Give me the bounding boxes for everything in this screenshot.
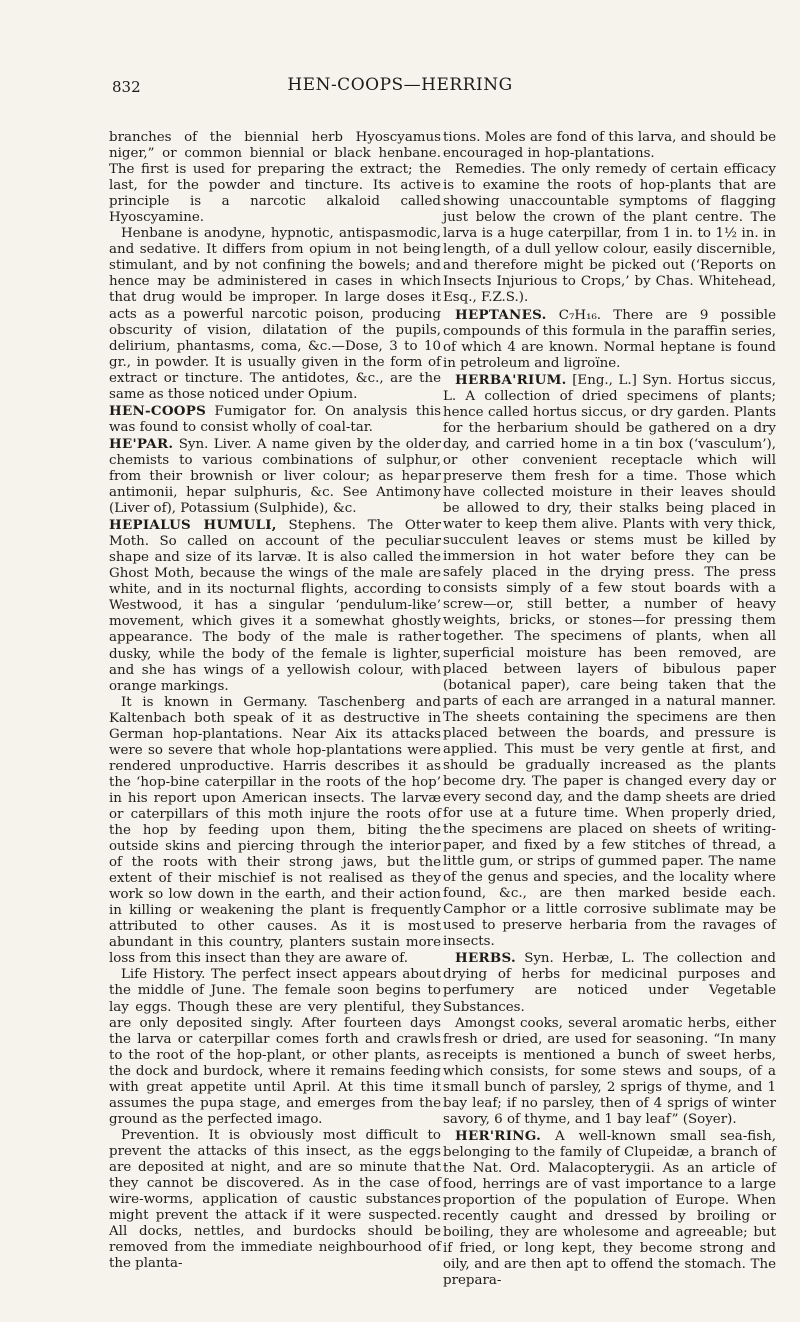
headword-hepar: HE'PAR. — [109, 435, 174, 452]
headword-heptanes: HEPTANES. — [455, 306, 547, 323]
remedies-paragraph: Remedies. The only remedy of certain efficacy is to examine the roots of hop-plants that are showing unaccountable symptoms of flagging just below the crown of the plant centre. The larva is a huge caterpillar, from 1 in. to 1½ in. in length, of a dull yellow colour, easily discernible, and therefore might be picked out (‘Reports on Insects Injurious to Crops,’ by Chas. Whitehead, Esq., F.Z.S.). — [443, 162, 776, 306]
herring-text: A well-known small sea-fish, belonging to the family of Clupeidæ, a branch of the Nat. Ord. Malacopterygii. As an article of food, herrings are of vast importance to a large proportion of the population of Europe. When recently caught and dressed by broiling or boiling, they are wholesome and agreeable; but if fried, or long kept, they become strong and oily, and are then apt to offend the stomach. The prepara- — [443, 1128, 776, 1289]
entry-herring — [443, 1128, 776, 1289]
entry-heptanes — [443, 307, 776, 372]
life-history-paragraph: Life History. The perfect insect appears about the middle of June. The female soon begins to lay eggs. Though these are very plentiful, they are only deposited singly. After fourteen days the larva or caterpillar comes forth and crawls to the root of the hop-plant, or other plants, as the dock and burdock, where it remains feeding with great appetite until April. At this time it assumes the pupa stage, and emerges from the ground as the perfected imago. — [109, 967, 441, 1127]
entry-hen-coops — [109, 403, 441, 436]
headword-herbarium: HERBA'RIUM. — [455, 371, 567, 388]
hepar-text: Syn. Liver. A name given by the older chemists to various combinations of sulphur, from their brownish or liver colour; as hepar antimonii, hepar sulphuris, &c. See Antimony (Liver of), Potassium (Sulphide), &c. — [109, 436, 441, 517]
henbane-effects-paragraph: Henbane is anodyne, hypnotic, antispasmodic, and sedative. It differs from opium in not being stimulant, and by not confining the bowels; and hence may be administered in cases in which that drug would be improper. In large doses it acts as a powerful narcotic poison, producing obscurity of vision, dilatation of the pupils, delirium, phantasms, coma, &c.—Dose, 3 to 10 gr., in powder. It is usually given in the form of extract or tincture. The antidotes, &c., are the same as those noticed under Opium. — [109, 226, 441, 402]
headword-hepialus: HEPIALUS HUMULI, — [109, 517, 277, 534]
page-number: 832 — [112, 78, 141, 96]
headword-hen-coops: HEN-COOPS — [109, 402, 207, 419]
entry-herbarium — [443, 372, 776, 951]
herbs-cooks-paragraph: Amongst cooks, several aromatic herbs, either fresh or dried, are used for seasoning. “In many receipts is mentioned a bunch of sweet herbs, which consists, for some stews and soups, of a small bunch of parsley, 2 sprigs of thyme, and 1 bay leaf; if no parsley, then of 4 sprigs of winter savory, 6 of thyme, and 1 bay leaf” (Soyer). — [443, 1015, 776, 1127]
prevention-paragraph: Prevention. It is obviously most difficult to prevent the attacks of this insect, as the eggs are deposited at night, and are so minute that they cannot be discovered. As in the case of wire-worms, application of caustic substances might prevent the attack if it were suspected. All docks, nettles, and burdocks should be removed from the immediate neighbourhood of the planta- — [109, 1127, 441, 1272]
left-column — [109, 130, 441, 1272]
entry-hepialus — [109, 517, 441, 695]
hepialus-germany-paragraph: It is known in Germany. Taschenberg and Kaltenbach both speak of it as destructive in German hop-plantations. Near Aix its attacks were so severe that whole hop-plantations were rendered unproductive. Harris describes it as the ‘hop-bine caterpillar in the roots of the hop’ in his report upon American insects. The larvæ or caterpillars of this moth injure the roots of the hop by feeding upon them, biting the outside skins and piercing through the interior of the roots with their strong jaws, but the extent of their mischief is not realised as they work so low down in the earth, and their action in killing or weakening the plant is frequently attributed to other causes. As it is most abundant in this country, planters sustain more loss from this insect than they are aware of. — [109, 694, 441, 967]
henbane-continuation: branches of the biennial herb Hyoscyamus niger,” or common biennial or black henbane. The first is used for preparing the extract; the last, for the powder and tincture. Its active principle is a narcotic alkaloid called Hyoscyamine. — [109, 130, 441, 226]
herbarium-text: [Eng., L.] Syn. Hortus siccus, L. A collection of dried specimens of plants; hence called hortus siccus, or dry garden. Plants for the herbarium should be gathered on a dry day, and carried home in a tin box (‘vasculum’), or other convenient receptacle which will preserve them fresh for a time. Those which have collected moisture in their leaves should be allowed to dry, their stalks being placed in water to keep them alive. Plants with very thick, succulent leaves or stems must be killed by immersion in hot water before they can be safely placed in the drying press. The press consists simply of a few stout boards with a screw—or, still better, a number of heavy weights, bricks, or stones—for pressing them together. The specimens of plants, when all superficial moisture has been removed, are placed between layers of bibulous paper (botanical paper), care being taken that the parts of each are arranged in a natural manner. The sheets containing the specimens are then placed between the boards, and pressure is applied. This must be very gentle at first, and should be gradually increased as the plants become dry. The paper is changed every day or every second day, and the damp sheets are dried for use at a future time. When properly dried, the specimens are placed on sheets of writing-paper, and fixed by a few stitches of thread, a little gum, or strips of gummed paper. The name of the genus and species, and the locality where found, &c., are then marked beside each. Camphor or a little corrosive sublimate may be used to preserve herbaria from the ravages of insects. — [443, 372, 776, 950]
herbs-text: Syn. Herbæ, L. The collection and drying of herbs for medicinal purposes and perfumery are noticed under Vegetable Substances. — [443, 951, 776, 1015]
headword-herring: HER'RING. — [455, 1127, 542, 1144]
right-column — [443, 130, 776, 1289]
headword-herbs: HERBS. — [455, 950, 516, 967]
hepialus-continuation: tions. Moles are fond of this larva, and should be encouraged in hop-plantations. — [443, 130, 776, 162]
entry-herbs — [443, 950, 776, 1015]
running-header: HEN-COOPS—HERRING — [287, 75, 513, 95]
hen-coops-text: Fumigator for. On analysis this was found to consist wholly of coal-tar. — [109, 403, 441, 435]
hepialus-text: Stephens. The Otter Moth. So called on account of the peculiar shape and size of its larvæ. It is also called the Ghost Moth, because the wings of the male are white, and in its nocturnal flights, according to Westwood, it has a singular ‘pendulum-like’ movement, which gives it a somewhat ghostly appearance. The body of the male is rather dusky, while the body of the female is lighter, and she has wings of a yellowish colour, with orange markings. — [109, 518, 441, 694]
entry-hepar — [109, 436, 441, 517]
heptanes-text: C₇H₁₆. There are 9 possible compounds of this formula in the paraffin series, of which 4 are known. Normal heptane is found in petroleum and ligroïne. — [443, 307, 776, 371]
